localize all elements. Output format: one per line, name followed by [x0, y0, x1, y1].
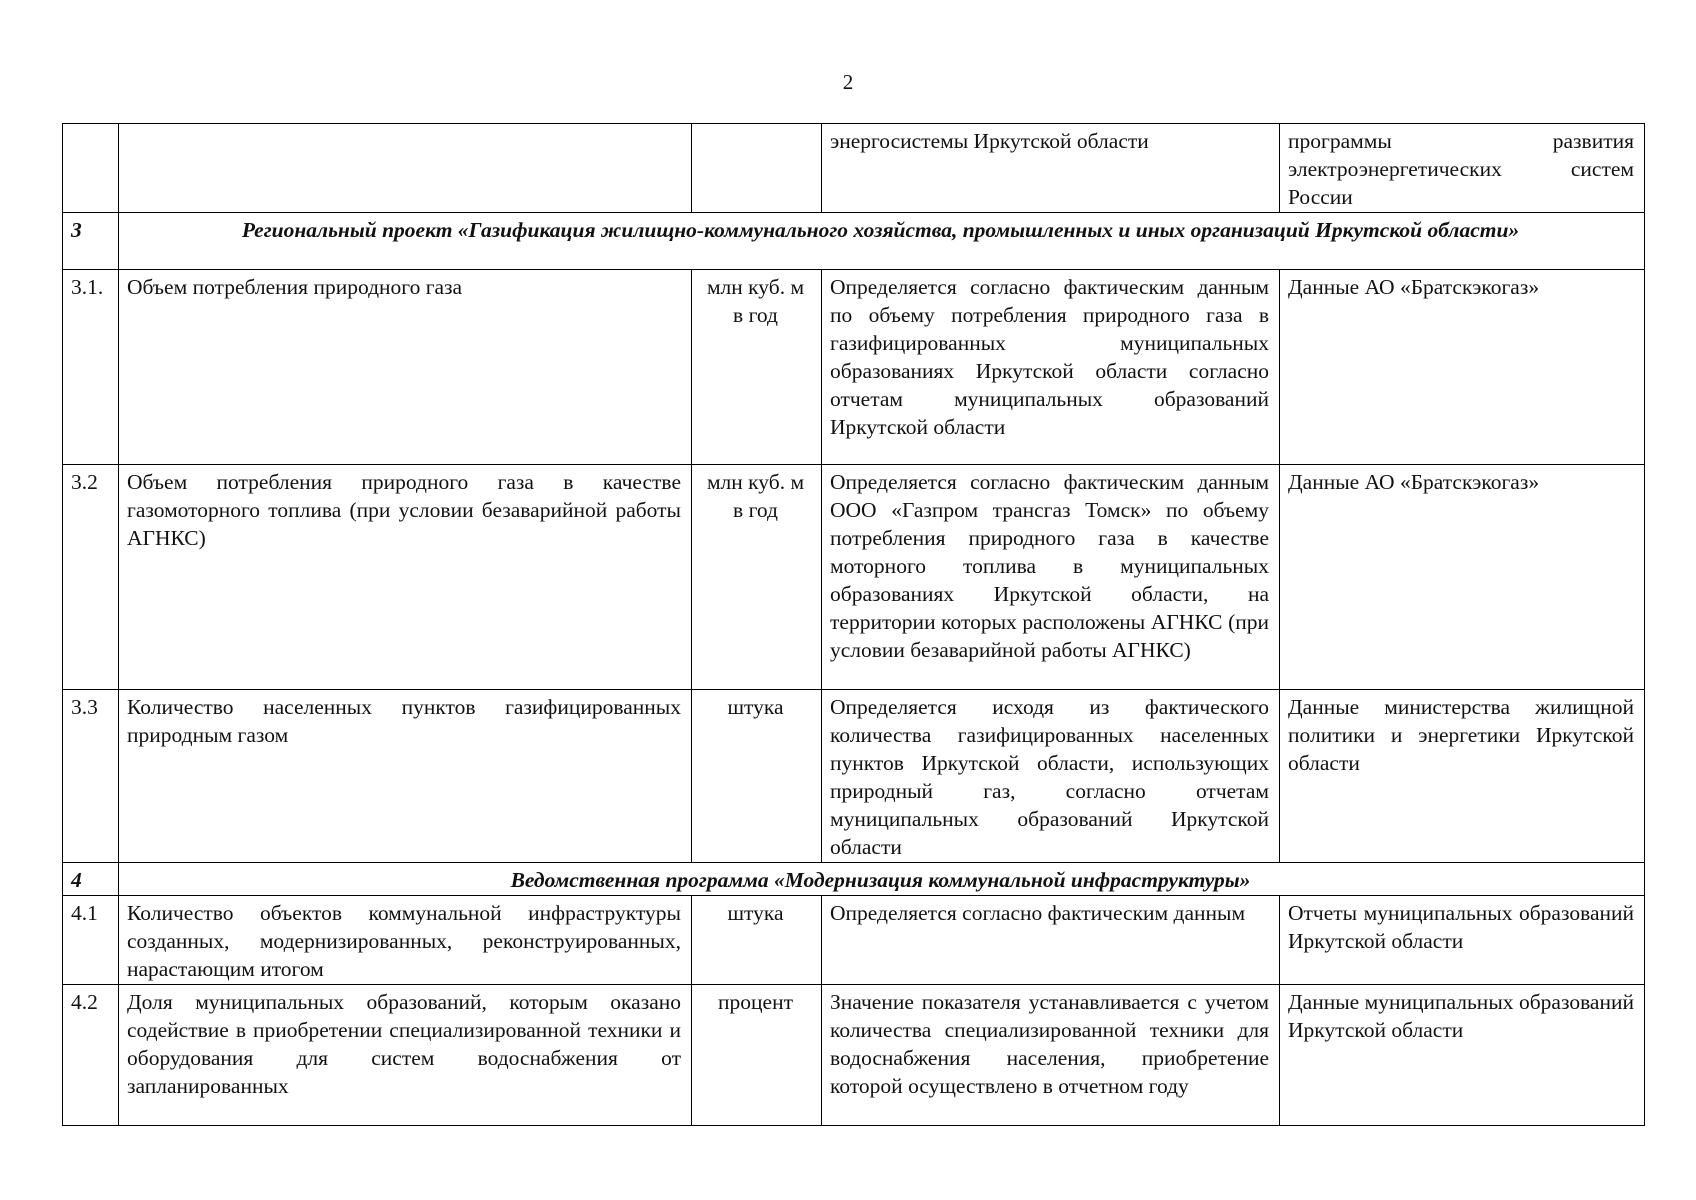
table-row — [63, 124, 1645, 213]
number-cell: 3.3 — [63, 690, 119, 863]
table-row — [63, 270, 1645, 465]
method-cell: Определяется исходя из фактического количества газифицированных населенных пунктов Иркутской области, использующих природный газ, согласно отчетам муниципальных образований Иркутской области — [822, 690, 1280, 863]
source-cell: Данные министерства жилищной политики и энергетики Иркутской области — [1280, 690, 1645, 863]
section-title: Ведомственная программа «Модернизация коммунальной инфраструктуры» — [119, 863, 1645, 896]
number-cell: 4.1 — [63, 896, 119, 985]
source-cell: Данные муниципальных образований Иркутской области — [1280, 985, 1645, 1126]
name-cell: Количество населенных пунктов газифицированных природным газом — [119, 690, 692, 863]
unit-cell: штука — [692, 896, 822, 985]
name-cell: Объем потребления природного газа — [119, 270, 692, 465]
section-number: 4 — [63, 863, 119, 896]
number-cell: 3.2 — [63, 465, 119, 690]
table-row — [63, 690, 1645, 863]
method-cell: Значение показателя устанавливается с учетом количества специализированной техники для водоснабжения населения, приобретение которой осуществлено в отчетном году — [822, 985, 1280, 1126]
unit-cell: млн куб. м в год — [692, 465, 822, 690]
section-number: 3 — [63, 213, 119, 270]
indicators-table — [62, 123, 1645, 1126]
number-cell: 4.2 — [63, 985, 119, 1126]
name-cell: Доля муниципальных образований, которым оказано содействие в приобретении специализированной техники и оборудования для систем водоснабжения от запланированных — [119, 985, 692, 1126]
unit-cell: процент — [692, 985, 822, 1126]
source-cell: Отчеты муниципальных образований Иркутской области — [1280, 896, 1645, 985]
section-row — [63, 863, 1645, 896]
table-row — [63, 465, 1645, 690]
source-cell: Данные АО «Братскэкогаз» — [1280, 465, 1645, 690]
section-row — [63, 213, 1645, 270]
unit-cell: млн куб. м в год — [692, 270, 822, 465]
method-cell: Определяется согласно фактическим данным — [822, 896, 1280, 985]
source-cell: Данные АО «Братскэкогаз» — [1280, 270, 1645, 465]
page-number: 2 — [842, 70, 854, 94]
name-cell: Объем потребления природного газа в качестве газомоторного топлива (при условии безаварийной работы АГНКС) — [119, 465, 692, 690]
number-cell — [63, 124, 119, 213]
source-cell: программы развития электроэнергетических систем России — [1280, 124, 1645, 213]
table-row — [63, 896, 1645, 985]
unit-cell — [692, 124, 822, 213]
name-cell — [119, 124, 692, 213]
number-cell: 3.1. — [63, 270, 119, 465]
method-cell: энергосистемы Иркутской области — [822, 124, 1280, 213]
unit-cell: штука — [692, 690, 822, 863]
method-cell: Определяется согласно фактическим данным ООО «Газпром трансгаз Томск» по объему потребления природного газа в качестве моторного топлива в муниципальных образованиях Иркутской области, на территории которых расположены АГНКС (при условии безаварийной работы АГНКС) — [822, 465, 1280, 690]
section-title: Региональный проект «Газификация жилищно-коммунального хозяйства, промышленных и иных организаций Иркутской области» — [119, 213, 1645, 270]
name-cell: Количество объектов коммунальной инфраструктуры созданных, модернизированных, реконструированных, нарастающим итогом — [119, 896, 692, 985]
method-cell: Определяется согласно фактическим данным по объему потребления природного газа в газифицированных муниципальных образованиях Иркутской области согласно отчетам муниципальных образований Иркутской области — [822, 270, 1280, 465]
table-row — [63, 985, 1645, 1126]
